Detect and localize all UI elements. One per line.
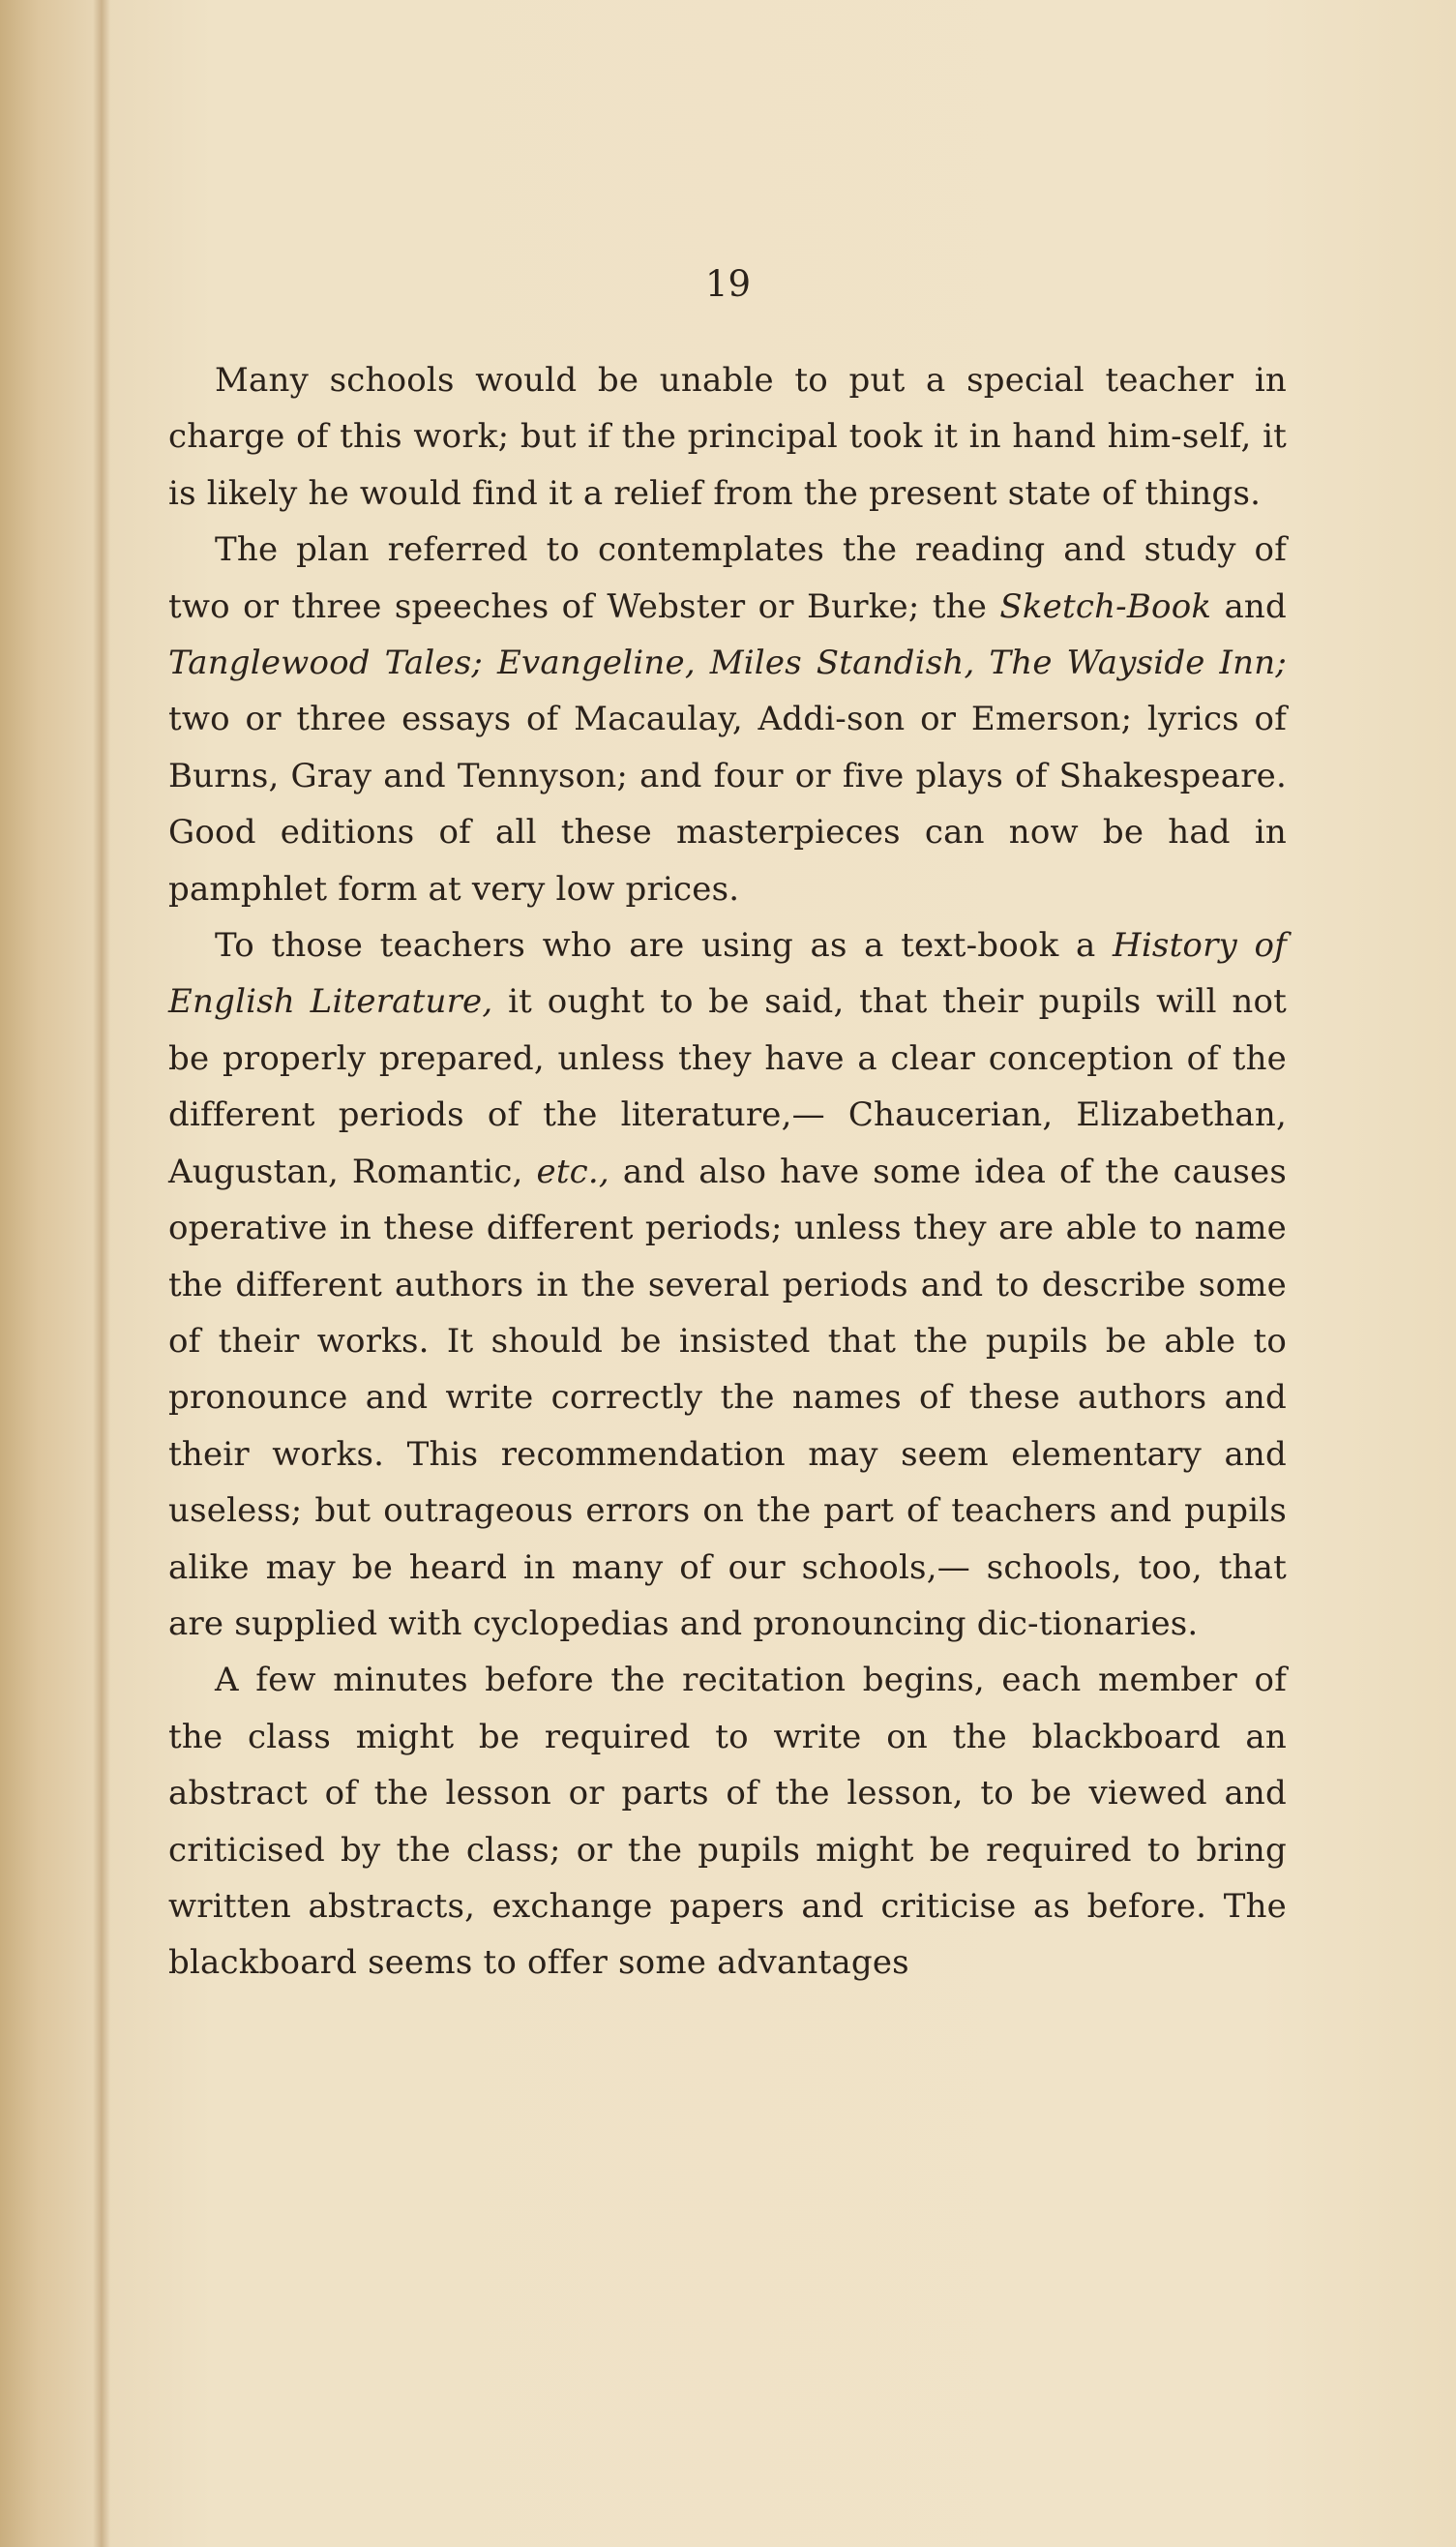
- text-segment: Many schools would be unable to put a special teacher in charge of this work; but if the principal took it in hand him-self, it is likely he would find it a relief from the present state of things.: [168, 361, 1287, 513]
- italic-title-history: History of English Literature,: [168, 926, 1287, 1022]
- paragraph-2: [168, 522, 1287, 917]
- italic-etc: etc.,: [536, 1152, 609, 1191]
- paragraph-4: [168, 1652, 1287, 1991]
- body-text: [168, 352, 1287, 1992]
- text-segment: it ought to be said, that their pupils will not be properly prepared, unless they have a clear conception of the different periods of the literature,— Chaucerian, Elizabethan, Augustan, Romantic,: [168, 982, 1287, 1191]
- paragraph-1: [168, 352, 1287, 522]
- paragraph-3: [168, 917, 1287, 1652]
- italic-title-sketch-book: Sketch-Book: [999, 586, 1212, 626]
- text-segment: A few minutes before the recitation begins, each member of the class might be required to write on the blackboard an abstract of the lesson or parts of the lesson, to be viewed and criticised by the class; or the pupils might be required to bring written abstracts, exchange papers and criticise as before. The blackboard seems to offer some advantages: [168, 1661, 1287, 1983]
- page-gutter-shadow: [93, 0, 110, 2547]
- text-segment: and: [1211, 586, 1287, 626]
- text-segment: To those teachers who are using as a text-book a: [215, 926, 1113, 966]
- italic-titles-list: Tanglewood Tales; Evangeline, Miles Standish, The Wayside Inn;: [168, 644, 1287, 683]
- text-segment: two or three essays of Macaulay, Addi-son or Emerson; lyrics of Burns, Gray and Tennyson; and four or five plays of Shakespeare. Good editions of all these masterpieces can now be had in pamphlet form at very low prices.: [168, 700, 1287, 909]
- text-segment: The plan referred to contemplates the reading and study of two or three speeches of Webster or Burke; the: [168, 530, 1287, 626]
- page-number: 19: [704, 263, 752, 305]
- text-segment: and also have some idea of the causes operative in these different periods; unless they are able to name the different authors in the several periods and to describe some of their works. It should be insisted that the pupils be able to pronounce and write correctly the names of these authors and their works. This recommendation may seem elementary and useless; but outrageous errors on the part of teachers and pupils alike may be heard in many of our schools,— schools, too, that are supplied with cyclopedias and pronouncing dic-tionaries.: [168, 1152, 1288, 1643]
